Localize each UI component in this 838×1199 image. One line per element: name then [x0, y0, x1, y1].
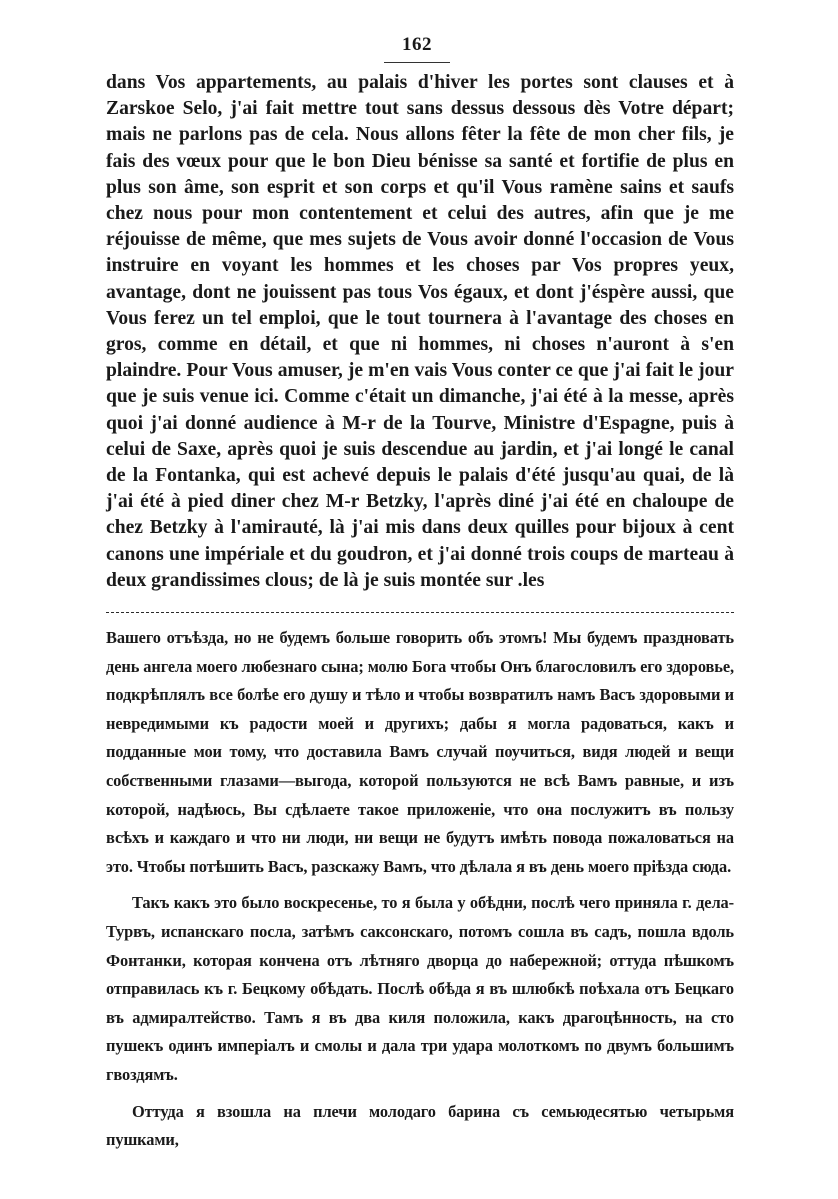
russian-paragraph-1: Вашего отъѣзда, но не будемъ больше говорить объ этомъ! Мы будемъ праздновать день ангела моего любезнаго сына; молю Бога чтобы Онъ благословилъ его здоровье, подкрѣплялъ все болѣе его душу и тѣло и чтобы возвратилъ намъ Васъ здоровыми и невредимыми къ радости моей и другихъ; дабы я могла радоваться, какъ и подданные мои тому, что доставила Вамъ случай поучиться, видя людей и вещи собственными глазами—выгода, которой пользуются не всѣ Вамъ равные, и изъ которой, надѣюсь, Вы сдѣлаете такое приложеніе, что она послужитъ въ пользу всѣхъ и каждаго и что ни люди, ни вещи не будутъ имѣть повода пожаловаться на это. Чтобы потѣшить Васъ, разскажу Вамъ, что дѣлала я въ день моего пріѣзда сюда. — [106, 628, 734, 876]
french-text-block — [106, 70, 734, 594]
page-number-rule — [384, 62, 450, 63]
french-paragraph: dans Vos appartements, au palais d'hiver les portes sont clauses et à Zarskoe Selo, j'ai fait mettre tout sans dessus dessous dès Votre départ; mais ne parlons pas de cela. Nous allons fêter la fête de mon cher fils, je fais des vœux pour que le bon Dieu bénisse sa santé et fortifie de plus en plus son âme, son esprit et son corps et qu'il Vous ramène sains et saufs chez nous pour mon contentement et celui des autres, afin que je me réjouisse de même, que mes sujets de Vous avoir donné l'occasion de Vous instruire en voyant les hommes et les choses par Vos propres yeux, avantage, dont ne jouissent pas tous Vos égaux, et dont j'éspère aussi, que Vous ferez un tel emploi, que le tout tournera à l'avantage des choses en gros, comme en détail, et que ni hommes, ni choses n'auront à s'en plaindre. Pour Vous amuser, je m'en vais Vous conter ce que j'ai fait le jour que je suis venue ici. Comme c'était un dimanche, j'ai été à la messe, après quoi j'ai donné audience à M-r de la Tourve, Ministre d'Espagne, puis à celui de Saxe, après quoi je suis descendue au jardin, et j'ai longé le canal de la Fontanka, qui est achevé depuis le palais d'été jusqu'au quai, de là j'ai été à pied diner chez M-r Betzky, l'après diné j'ai été en chaloupe de chez Betzky à l'amirauté, là j'ai mis dans deux quilles pour bijoux à cent canons une impériale et du goudron, et j'ai donné trois coups de marteau à deux grandissimes clous; de là je suis montée sur .les — [106, 72, 734, 591]
russian-paragraph-3: Оттуда я взошла на плечи молодаго барина съ семьюдесятью четырьмя пушками, — [106, 1101, 734, 1150]
russian-paragraph-2: Такъ какъ это было воскресенье, то я была у обѣдни, послѣ чего приняла г. дела-Турвъ, испанскаго посла, затѣмъ саксонскаго, потомъ сошла въ садъ, пошла вдоль Фонтанки, которая кончена отъ лѣтняго дворца до набережной; оттуда пѣшкомъ отправилась къ г. Бецкому обѣдать. Послѣ обѣда я въ шлюбкѣ поѣхала отъ Бецкаго въ адмиралтейство. Тамъ я въ два киля положила, какъ драгоцѣнность, на сто пушекъ одинъ имперіалъ и смолы и дала три удара молоткомъ по двумъ большимъ гвоздямъ. — [106, 893, 734, 1084]
page-number: 162 — [402, 34, 432, 55]
footnote-divider — [106, 612, 734, 613]
russian-translation-block — [106, 624, 734, 1163]
